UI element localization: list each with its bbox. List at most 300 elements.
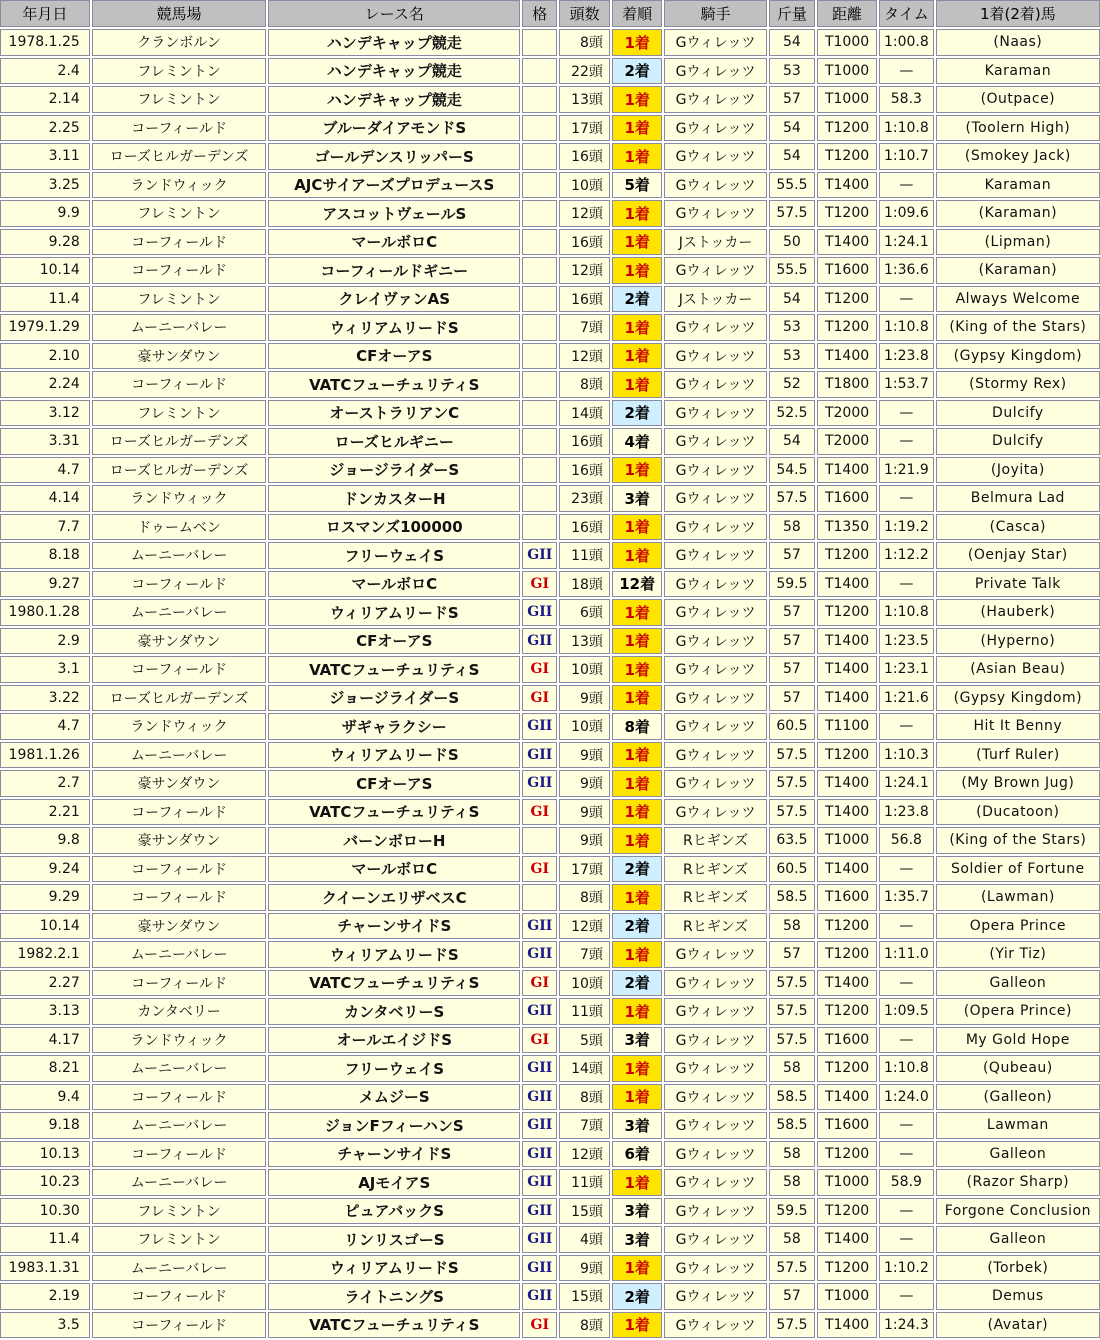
row-date: 3.22 [0, 685, 90, 712]
table-header [0, 0, 1100, 27]
row-race: チャーンサイドS [268, 913, 520, 940]
row-time: 1:10.7 [879, 143, 934, 170]
row-place: 8着 [612, 713, 663, 740]
row-date: 8.18 [0, 542, 90, 569]
row-course: コーフィールド [92, 371, 266, 398]
row-place: 1着 [612, 29, 663, 56]
row-grade: GII [522, 1141, 557, 1168]
row-race: チャーンサイドS [268, 1141, 520, 1168]
row-jockey: Gウィレッツ [664, 1226, 766, 1253]
row-jockey: Gウィレッツ [664, 115, 766, 142]
row-place: 2着 [612, 970, 663, 997]
row-time: — [879, 58, 934, 85]
row-weight: 57 [769, 599, 815, 626]
row-distance: T1000 [817, 58, 877, 85]
row-distance: T1200 [817, 1255, 877, 1282]
row-place: 1着 [612, 770, 663, 797]
row-grade: GI [522, 856, 557, 883]
row-distance: T1600 [817, 485, 877, 512]
row-horse: (Opera Prince) [936, 998, 1100, 1025]
row-distance: T1400 [817, 628, 877, 655]
row-weight: 58 [769, 1226, 815, 1253]
row-race: ウィリアムリードS [268, 314, 520, 341]
table-row [0, 1112, 1100, 1139]
row-horse: Lawman [936, 1112, 1100, 1139]
row-date: 2.27 [0, 970, 90, 997]
row-heads: 12頭 [559, 257, 610, 284]
row-weight: 59.5 [769, 1198, 815, 1225]
row-heads: 8頭 [559, 1312, 610, 1339]
row-weight: 60.5 [769, 856, 815, 883]
row-race: ハンデキャップ競走 [268, 86, 520, 113]
row-course: ムーニーバレー [92, 1055, 266, 1082]
row-horse: (Ducatoon) [936, 799, 1100, 826]
row-horse: (Turf Ruler) [936, 742, 1100, 769]
row-jockey: Rヒギンズ [664, 884, 766, 911]
row-horse: (Galleon) [936, 1084, 1100, 1111]
row-place: 1着 [612, 86, 663, 113]
row-jockey: Gウィレッツ [664, 742, 766, 769]
row-time: 1:24.1 [879, 770, 934, 797]
row-horse: (Hyperno) [936, 628, 1100, 655]
row-jockey: Gウィレッツ [664, 1198, 766, 1225]
row-race: ジョージライダーS [268, 685, 520, 712]
row-course: ムーニーバレー [92, 542, 266, 569]
row-time: 1:24.1 [879, 229, 934, 256]
row-heads: 7頭 [559, 1112, 610, 1139]
row-weight: 58 [769, 913, 815, 940]
row-distance: T1400 [817, 172, 877, 199]
table-row [0, 998, 1100, 1025]
row-race: メムジーS [268, 1084, 520, 1111]
row-distance: T1400 [817, 685, 877, 712]
row-distance: T1400 [817, 457, 877, 484]
row-distance: T1200 [817, 143, 877, 170]
row-date: 2.14 [0, 86, 90, 113]
row-grade: GII [522, 713, 557, 740]
row-course: フレミントン [92, 1198, 266, 1225]
row-date: 11.4 [0, 286, 90, 313]
row-distance: T1400 [817, 799, 877, 826]
row-weight: 58 [769, 1169, 815, 1196]
row-heads: 12頭 [559, 343, 610, 370]
row-distance: T1200 [817, 742, 877, 769]
row-course: フレミントン [92, 86, 266, 113]
row-place: 1着 [612, 1312, 663, 1339]
row-date: 1979.1.29 [0, 314, 90, 341]
row-time: 1:10.2 [879, 1255, 934, 1282]
row-place: 5着 [612, 172, 663, 199]
row-jockey: Gウィレッツ [664, 770, 766, 797]
table-row [0, 1198, 1100, 1225]
row-date: 10.13 [0, 1141, 90, 1168]
row-weight: 55.5 [769, 172, 815, 199]
row-heads: 11頭 [559, 998, 610, 1025]
row-time: 1:21.6 [879, 685, 934, 712]
row-course: コーフィールド [92, 1312, 266, 1339]
row-distance: T2000 [817, 428, 877, 455]
row-grade: GII [522, 1255, 557, 1282]
row-heads: 6頭 [559, 599, 610, 626]
row-jockey: Gウィレッツ [664, 343, 766, 370]
row-weight: 57.5 [769, 770, 815, 797]
row-distance: T1800 [817, 371, 877, 398]
row-distance: T1000 [817, 1169, 877, 1196]
table-row [0, 1055, 1100, 1082]
table-row [0, 485, 1100, 512]
table-row [0, 827, 1100, 854]
row-time: 1:00.8 [879, 29, 934, 56]
row-place: 1着 [612, 1169, 663, 1196]
row-date: 1981.1.26 [0, 742, 90, 769]
row-jockey: Gウィレッツ [664, 314, 766, 341]
row-place: 1着 [612, 799, 663, 826]
row-weight: 57 [769, 941, 815, 968]
row-date: 9.9 [0, 200, 90, 227]
row-race: VATCフューチュリティS [268, 656, 520, 683]
row-place: 1着 [612, 599, 663, 626]
row-time: — [879, 172, 934, 199]
row-race: CFオーアS [268, 770, 520, 797]
row-jockey: Jストッカー [664, 286, 766, 313]
row-weight: 63.5 [769, 827, 815, 854]
row-grade [522, 58, 557, 85]
row-race: ウィリアムリードS [268, 599, 520, 626]
row-distance: T1400 [817, 1084, 877, 1111]
row-time: 58.3 [879, 86, 934, 113]
row-date: 1978.1.25 [0, 29, 90, 56]
row-jockey: Gウィレッツ [664, 457, 766, 484]
table-row [0, 457, 1100, 484]
row-grade: GII [522, 599, 557, 626]
header-distance: 距離 [817, 0, 877, 27]
row-heads: 10頭 [559, 970, 610, 997]
row-grade [522, 172, 557, 199]
row-distance: T1200 [817, 314, 877, 341]
row-course: コーフィールド [92, 799, 266, 826]
row-horse: (King of the Stars) [936, 827, 1100, 854]
row-grade: GII [522, 998, 557, 1025]
row-race: ハンデキャップ競走 [268, 58, 520, 85]
row-time: — [879, 713, 934, 740]
row-race: ゴールデンスリッパーS [268, 143, 520, 170]
row-weight: 54.5 [769, 457, 815, 484]
row-time: — [879, 970, 934, 997]
row-distance: T1200 [817, 913, 877, 940]
row-place: 1着 [612, 200, 663, 227]
row-weight: 58 [769, 514, 815, 541]
row-date: 3.12 [0, 400, 90, 427]
row-race: AJモイアS [268, 1169, 520, 1196]
row-weight: 50 [769, 229, 815, 256]
row-distance: T1600 [817, 1027, 877, 1054]
table-row [0, 1255, 1100, 1282]
row-jockey: Gウィレッツ [664, 485, 766, 512]
row-distance: T1000 [817, 86, 877, 113]
row-grade [522, 485, 557, 512]
table-row [0, 913, 1100, 940]
row-distance: T1200 [817, 1055, 877, 1082]
row-heads: 9頭 [559, 799, 610, 826]
row-grade: GII [522, 1055, 557, 1082]
table-row [0, 656, 1100, 683]
row-grade: GI [522, 1312, 557, 1339]
row-date: 2.7 [0, 770, 90, 797]
row-race: VATCフューチュリティS [268, 1312, 520, 1339]
row-distance: T1400 [817, 229, 877, 256]
header-place: 着順 [612, 0, 663, 27]
row-grade: GII [522, 913, 557, 940]
row-grade: GII [522, 1169, 557, 1196]
row-course: ムーニーバレー [92, 599, 266, 626]
row-jockey: Gウィレッツ [664, 713, 766, 740]
table-row [0, 599, 1100, 626]
header-horse: 1着(2着)馬 [936, 0, 1100, 27]
row-horse: (Qubeau) [936, 1055, 1100, 1082]
row-place: 1着 [612, 742, 663, 769]
row-grade: GII [522, 1283, 557, 1310]
table-row [0, 1226, 1100, 1253]
row-date: 3.5 [0, 1312, 90, 1339]
row-horse: Demus [936, 1283, 1100, 1310]
row-course: ムーニーバレー [92, 1255, 266, 1282]
row-jockey: Gウィレッツ [664, 1169, 766, 1196]
row-weight: 57.5 [769, 799, 815, 826]
row-heads: 23頭 [559, 485, 610, 512]
row-distance: T1200 [817, 1141, 877, 1168]
table-row [0, 514, 1100, 541]
row-horse: Karaman [936, 172, 1100, 199]
row-jockey: Gウィレッツ [664, 799, 766, 826]
row-race: ロスマンズ100000 [268, 514, 520, 541]
row-horse: (Torbek) [936, 1255, 1100, 1282]
row-date: 2.24 [0, 371, 90, 398]
row-date: 3.25 [0, 172, 90, 199]
row-date: 2.4 [0, 58, 90, 85]
row-heads: 11頭 [559, 542, 610, 569]
row-horse: Always Welcome [936, 286, 1100, 313]
row-date: 4.7 [0, 713, 90, 740]
row-time: — [879, 1112, 934, 1139]
row-grade: GI [522, 799, 557, 826]
row-grade [522, 200, 557, 227]
row-weight: 57.5 [769, 485, 815, 512]
row-race: CFオーアS [268, 628, 520, 655]
table-row [0, 115, 1100, 142]
row-weight: 54 [769, 286, 815, 313]
row-course: コーフィールド [92, 1084, 266, 1111]
row-time: — [879, 1283, 934, 1310]
row-grade [522, 86, 557, 113]
row-grade: GI [522, 1027, 557, 1054]
row-date: 2.10 [0, 343, 90, 370]
row-grade [522, 884, 557, 911]
row-time: — [879, 1198, 934, 1225]
row-grade: GI [522, 571, 557, 598]
table-row [0, 314, 1100, 341]
row-heads: 12頭 [559, 200, 610, 227]
row-place: 3着 [612, 1112, 663, 1139]
row-horse: Belmura Lad [936, 485, 1100, 512]
row-jockey: Gウィレッツ [664, 1141, 766, 1168]
row-course: ムーニーバレー [92, 941, 266, 968]
row-horse: (Hauberk) [936, 599, 1100, 626]
row-heads: 14頭 [559, 400, 610, 427]
row-place: 1着 [612, 884, 663, 911]
table-body [0, 29, 1100, 1338]
row-distance: T1200 [817, 1198, 877, 1225]
row-horse: My Gold Hope [936, 1027, 1100, 1054]
row-grade [522, 286, 557, 313]
row-distance: T1600 [817, 257, 877, 284]
row-horse: (Razor Sharp) [936, 1169, 1100, 1196]
row-grade [522, 371, 557, 398]
table-row [0, 713, 1100, 740]
row-grade: GII [522, 1198, 557, 1225]
row-date: 11.4 [0, 1226, 90, 1253]
row-jockey: Gウィレッツ [664, 685, 766, 712]
row-time: — [879, 400, 934, 427]
row-horse: (My Brown Jug) [936, 770, 1100, 797]
row-horse: (Lipman) [936, 229, 1100, 256]
header-heads: 頭数 [559, 0, 610, 27]
row-weight: 53 [769, 58, 815, 85]
row-distance: T1400 [817, 856, 877, 883]
table-row [0, 172, 1100, 199]
table-row [0, 286, 1100, 313]
row-heads: 17頭 [559, 856, 610, 883]
row-race: リンリスゴーS [268, 1226, 520, 1253]
row-race: ローズヒルギニー [268, 428, 520, 455]
row-distance: T1200 [817, 286, 877, 313]
row-race: マールボロC [268, 571, 520, 598]
table-row [0, 29, 1100, 56]
row-weight: 57 [769, 542, 815, 569]
row-heads: 11頭 [559, 1169, 610, 1196]
row-heads: 9頭 [559, 685, 610, 712]
row-horse: (Oenjay Star) [936, 542, 1100, 569]
row-race: ジョージライダーS [268, 457, 520, 484]
row-course: 豪サンダウン [92, 343, 266, 370]
row-distance: T1400 [817, 656, 877, 683]
row-jockey: Gウィレッツ [664, 400, 766, 427]
row-race: アスコットヴェールS [268, 200, 520, 227]
row-date: 1982.2.1 [0, 941, 90, 968]
row-place: 1着 [612, 115, 663, 142]
row-race: ザギャラクシー [268, 713, 520, 740]
row-heads: 16頭 [559, 286, 610, 313]
row-date: 3.1 [0, 656, 90, 683]
row-time: 1:23.5 [879, 628, 934, 655]
row-distance: T1200 [817, 542, 877, 569]
table-row [0, 542, 1100, 569]
row-course: ドゥームベン [92, 514, 266, 541]
row-weight: 52.5 [769, 400, 815, 427]
row-course: ランドウィック [92, 1027, 266, 1054]
row-course: コーフィールド [92, 1283, 266, 1310]
row-time: — [879, 485, 934, 512]
row-grade [522, 314, 557, 341]
row-place: 1着 [612, 941, 663, 968]
row-grade: GII [522, 628, 557, 655]
row-grade: GI [522, 685, 557, 712]
row-horse: Galleon [936, 970, 1100, 997]
row-grade [522, 827, 557, 854]
row-time: — [879, 1141, 934, 1168]
row-course: ランドウィック [92, 713, 266, 740]
row-course: 豪サンダウン [92, 827, 266, 854]
table-row [0, 685, 1100, 712]
row-place: 3着 [612, 485, 663, 512]
row-race: VATCフューチュリティS [268, 970, 520, 997]
row-course: ローズヒルガーデンズ [92, 143, 266, 170]
row-time: — [879, 1226, 934, 1253]
row-race: マールボロC [268, 856, 520, 883]
row-weight: 59.5 [769, 571, 815, 598]
row-weight: 57.5 [769, 970, 815, 997]
row-horse: (Naas) [936, 29, 1100, 56]
row-jockey: Gウィレッツ [664, 1027, 766, 1054]
row-heads: 8頭 [559, 1084, 610, 1111]
row-jockey: Gウィレッツ [664, 656, 766, 683]
row-horse: (King of the Stars) [936, 314, 1100, 341]
row-race: ハンデキャップ競走 [268, 29, 520, 56]
row-jockey: Gウィレッツ [664, 571, 766, 598]
row-distance: T1400 [817, 343, 877, 370]
row-time: — [879, 856, 934, 883]
row-weight: 58.5 [769, 884, 815, 911]
row-date: 9.8 [0, 827, 90, 854]
row-grade [522, 400, 557, 427]
row-time: 56.8 [879, 827, 934, 854]
row-weight: 57.5 [769, 998, 815, 1025]
table-row [0, 343, 1100, 370]
row-time: 1:23.1 [879, 656, 934, 683]
table-row [0, 1169, 1100, 1196]
row-course: ローズヒルガーデンズ [92, 457, 266, 484]
row-weight: 55.5 [769, 257, 815, 284]
row-weight: 57 [769, 1283, 815, 1310]
table-row [0, 742, 1100, 769]
table-row [0, 799, 1100, 826]
table-row [0, 400, 1100, 427]
row-course: フレミントン [92, 286, 266, 313]
row-date: 1980.1.28 [0, 599, 90, 626]
table-row [0, 1027, 1100, 1054]
row-distance: T1000 [817, 29, 877, 56]
row-heads: 14頭 [559, 1055, 610, 1082]
row-grade: GI [522, 970, 557, 997]
row-heads: 9頭 [559, 770, 610, 797]
row-grade [522, 29, 557, 56]
row-grade: GII [522, 941, 557, 968]
row-time: 1:10.3 [879, 742, 934, 769]
row-jockey: Gウィレッツ [664, 1283, 766, 1310]
row-jockey: Rヒギンズ [664, 856, 766, 883]
row-jockey: Gウィレッツ [664, 514, 766, 541]
row-date: 2.21 [0, 799, 90, 826]
row-time: 1:10.8 [879, 115, 934, 142]
row-horse: (Outpace) [936, 86, 1100, 113]
row-place: 3着 [612, 1198, 663, 1225]
row-heads: 4頭 [559, 1226, 610, 1253]
table-row [0, 58, 1100, 85]
row-heads: 8頭 [559, 371, 610, 398]
row-race: クイーンエリザベスC [268, 884, 520, 911]
row-date: 2.9 [0, 628, 90, 655]
row-horse: (Toolern High) [936, 115, 1100, 142]
row-course: 豪サンダウン [92, 628, 266, 655]
